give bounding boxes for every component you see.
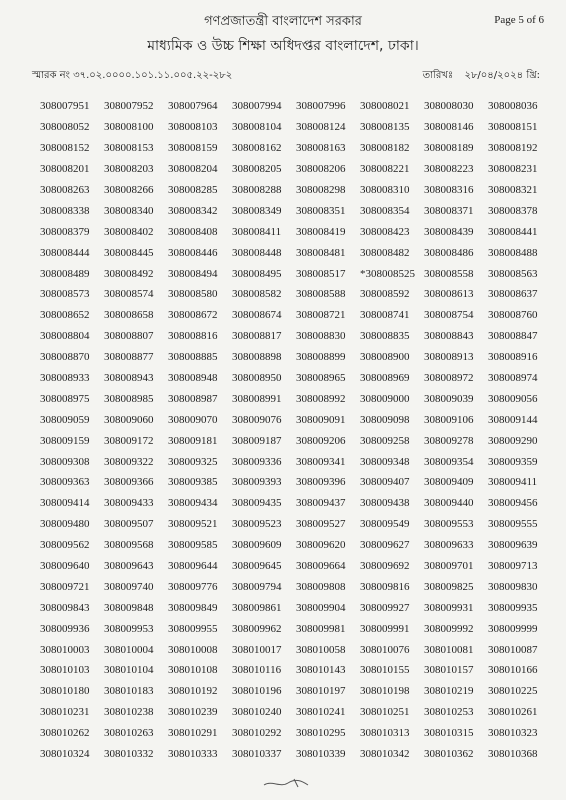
index-number-cell: 308008030 xyxy=(424,100,474,113)
table-row xyxy=(40,535,552,556)
index-number-cell: 308009411 xyxy=(488,476,538,489)
index-number-cell: 308010262 xyxy=(40,727,90,740)
index-number-cell: 308009393 xyxy=(232,476,282,489)
index-number-cell: 308010238 xyxy=(104,706,154,719)
index-number-cell: 308008153 xyxy=(104,142,154,155)
index-number-cell: 308009830 xyxy=(488,580,538,593)
index-number-cell: 308009363 xyxy=(40,476,90,489)
index-number-cell: 308010103 xyxy=(40,664,90,677)
index-number-cell: 308009740 xyxy=(104,580,154,593)
index-number-cell: 308008221 xyxy=(360,163,410,176)
index-number-cell: 308008573 xyxy=(40,288,90,301)
index-number-cell: 308010251 xyxy=(360,706,410,719)
index-number-cell: 308008206 xyxy=(296,163,346,176)
index-number-cell: 308009721 xyxy=(40,580,90,593)
index-number-cell: 308008163 xyxy=(296,142,346,155)
index-number-cell: 308008588 xyxy=(296,288,346,301)
index-number-cell: 308008913 xyxy=(424,351,474,364)
table-row xyxy=(40,681,552,702)
index-number-cell: 308009645 xyxy=(232,560,282,573)
memo-date-block xyxy=(423,68,540,85)
index-number-cell: 308008741 xyxy=(360,309,410,322)
index-number-cell: 308009456 xyxy=(488,497,538,510)
index-number-cell: 308010180 xyxy=(40,685,90,698)
index-number-cell: 308008974 xyxy=(488,372,538,385)
index-number-cell: 308008316 xyxy=(424,184,474,196)
index-number-cell: 308009849 xyxy=(168,601,218,614)
table-row xyxy=(40,221,552,242)
index-number-cell: 308008574 xyxy=(104,288,154,301)
index-number-cell: 308010008 xyxy=(168,643,218,656)
index-number-cell: 308007994 xyxy=(232,100,282,113)
index-number-cell: 308009627 xyxy=(360,539,410,552)
index-number-cell: 308008446 xyxy=(168,246,218,259)
index-number-cell: 308010116 xyxy=(232,664,282,677)
index-number-cell: 308008354 xyxy=(360,204,410,217)
index-number-cell: 308008580 xyxy=(168,288,218,301)
index-number-cell: 308007951 xyxy=(40,100,90,113)
index-number-cell: 308008103 xyxy=(168,121,218,134)
index-number-cell: 308008563 xyxy=(488,267,538,280)
index-number-cell: 308008100 xyxy=(104,121,154,134)
index-number-cell: 308009480 xyxy=(40,518,90,531)
table-row xyxy=(40,702,552,723)
index-number-cell: 308008948 xyxy=(168,372,218,385)
index-number-cell: 308009278 xyxy=(424,434,474,447)
table-row xyxy=(40,660,552,681)
table-row xyxy=(40,180,552,201)
table-row xyxy=(40,430,552,451)
index-number-cell: 308008933 xyxy=(40,372,90,385)
index-number-cell: 308010108 xyxy=(168,664,218,677)
index-number-cell: 308008517 xyxy=(296,267,346,280)
index-number-cell: 308010332 xyxy=(104,748,154,761)
index-number-cell: 308010219 xyxy=(424,685,474,698)
index-number-cell: 308009434 xyxy=(168,497,218,510)
index-number-cell: 308008439 xyxy=(424,225,474,238)
index-number-cell: 308008592 xyxy=(360,288,410,301)
index-number-cell: 308008721 xyxy=(296,309,346,322)
index-number-cell: 308010339 xyxy=(296,748,346,761)
index-number-cell: 308008285 xyxy=(168,184,218,196)
index-number-cell: 308009999 xyxy=(488,622,538,635)
index-number-cell: 308008843 xyxy=(424,330,474,343)
index-number-cell: 308008146 xyxy=(424,121,474,134)
index-number-cell: 308008340 xyxy=(104,204,154,217)
index-number-cell: 308010225 xyxy=(488,685,538,698)
index-number-cell: 308008201 xyxy=(40,163,90,176)
index-number-cell: 308007996 xyxy=(296,100,346,113)
index-number-cell: 308010197 xyxy=(296,685,346,698)
index-number-cell: 308009440 xyxy=(424,497,474,510)
index-number-cell: 308009070 xyxy=(168,413,218,426)
index-number-cell: 308008658 xyxy=(104,309,154,322)
index-number-cell: 308009414 xyxy=(40,497,90,510)
index-number-cell: 308008310 xyxy=(360,184,410,196)
index-number-cell: 308008943 xyxy=(104,372,154,385)
index-number-cell: 308010166 xyxy=(488,664,538,677)
index-number-cell: 308008847 xyxy=(488,330,538,343)
index-number-cell: 308008885 xyxy=(168,351,218,364)
index-number-cell: 308010003 xyxy=(40,643,90,656)
index-number-cell: 308009438 xyxy=(360,497,410,510)
index-number-cell: 308008351 xyxy=(296,204,346,217)
index-number-cell: 308008021 xyxy=(360,100,410,113)
index-number-cell: 308009159 xyxy=(40,434,90,447)
index-number-cell: 308010253 xyxy=(424,706,474,719)
index-number-cell: 308008052 xyxy=(40,121,90,134)
index-number-cell: 308008159 xyxy=(168,142,218,155)
index-number-cell: 308008411 xyxy=(232,225,282,238)
index-number-cell: 308008203 xyxy=(104,163,154,176)
index-number-cell: 308008972 xyxy=(424,372,474,385)
table-row xyxy=(40,639,552,660)
index-number-cell: 308010058 xyxy=(296,643,346,656)
table-row xyxy=(40,556,552,577)
signature-mark xyxy=(262,776,322,790)
index-number-cell: 308009521 xyxy=(168,518,218,531)
index-number-cell: 308010076 xyxy=(360,643,410,656)
index-number-cell: 308010368 xyxy=(488,748,538,761)
index-number-cell: 308008991 xyxy=(232,392,282,405)
index-number-cell: 308008494 xyxy=(168,267,218,280)
index-number-cell: 308009435 xyxy=(232,497,282,510)
index-number-cell: 308008419 xyxy=(296,225,346,238)
index-number-cell: 308009039 xyxy=(424,392,474,405)
index-number-cell: 308008987 xyxy=(168,392,218,405)
index-number-cell: 308008266 xyxy=(104,184,154,196)
index-number-cell: 308008489 xyxy=(40,267,90,280)
index-number-cell: 308010155 xyxy=(360,664,410,677)
index-number-cell: 308010362 xyxy=(424,748,474,761)
index-number-cell: 308008652 xyxy=(40,309,90,322)
index-number-cell: 308008754 xyxy=(424,309,474,322)
index-number-cell: 308009433 xyxy=(104,497,154,510)
index-number-cell: 308008760 xyxy=(488,309,538,322)
index-number-cell: 308009206 xyxy=(296,434,346,447)
index-number-cell: 308010143 xyxy=(296,664,346,677)
table-row xyxy=(40,96,552,117)
table-row xyxy=(40,305,552,326)
index-number-cell: 308009955 xyxy=(168,622,218,635)
index-number-cell: 308009639 xyxy=(488,539,538,552)
table-row xyxy=(40,472,552,493)
index-number-cell: 308008338 xyxy=(40,204,90,217)
index-number-cell: 308008444 xyxy=(40,246,90,259)
index-number-cell: 308010324 xyxy=(40,748,90,761)
index-number-cell: 308008135 xyxy=(360,121,410,134)
index-number-cell: *308008525 xyxy=(360,267,415,280)
date-label: তারিখঃ xyxy=(422,70,454,81)
index-number-cell: 308008448 xyxy=(232,246,282,259)
index-number-cell: 308008950 xyxy=(232,372,282,385)
index-number-cell: 308008481 xyxy=(296,246,346,259)
index-number-cell: 308009322 xyxy=(104,455,154,468)
govt-title: গণপ্রজাতন্ত্রী বাংলাদেশ সরকার xyxy=(204,14,362,29)
table-row xyxy=(40,117,552,138)
index-number-cell: 308009794 xyxy=(232,580,282,593)
index-number-cell: 308008898 xyxy=(232,351,282,364)
index-number-cell: 308009640 xyxy=(40,560,90,573)
memo-number: স্মারক নং ৩৭.০২.০০০০.১০১.১১.০০৫.২২-২৮২ xyxy=(32,70,233,81)
index-number-cell: 308008495 xyxy=(232,267,282,280)
index-number-cell: 308010081 xyxy=(424,643,474,656)
index-number-cell: 308009843 xyxy=(40,601,90,614)
index-number-cell: 308009555 xyxy=(488,518,538,531)
index-number-cell: 308008637 xyxy=(488,288,538,301)
table-row xyxy=(40,388,552,409)
index-number-cell: 308009172 xyxy=(104,434,154,447)
index-number-cell: 308010157 xyxy=(424,664,474,677)
index-number-cell: 308009620 xyxy=(296,539,346,552)
index-number-cell: 308008992 xyxy=(296,392,346,405)
index-number-cell: 308009060 xyxy=(104,413,154,426)
index-number-cell: 308010239 xyxy=(168,706,218,719)
table-row xyxy=(40,451,552,472)
index-number-cell: 308008492 xyxy=(104,267,154,280)
table-row xyxy=(40,263,552,284)
index-number-cell: 308010104 xyxy=(104,664,154,677)
index-number-cell: 308010087 xyxy=(488,643,538,656)
index-number-cell: 308008192 xyxy=(488,142,538,155)
index-number-cell: 308008482 xyxy=(360,246,410,259)
index-number-cell: 308009816 xyxy=(360,580,410,593)
index-number-cell: 308009000 xyxy=(360,392,410,405)
index-number-cell: 308009385 xyxy=(168,476,218,489)
index-number-cell: 308010263 xyxy=(104,727,154,740)
index-number-cell: 308009507 xyxy=(104,518,154,531)
index-number-cell: 308008582 xyxy=(232,288,282,301)
table-row xyxy=(40,744,552,765)
index-number-cell: 308009664 xyxy=(296,560,346,573)
index-number-cell: 308009325 xyxy=(168,455,218,468)
index-number-cell: 308009396 xyxy=(296,476,346,489)
index-number-cell: 308010291 xyxy=(168,727,218,740)
index-number-cell: 308009308 xyxy=(40,455,90,468)
index-number-cell: 308009359 xyxy=(488,455,538,468)
index-number-cell: 308008985 xyxy=(104,392,154,405)
index-number-cell: 308008877 xyxy=(104,351,154,364)
index-number-cell: 308007952 xyxy=(104,100,154,113)
index-number-cell: 308009825 xyxy=(424,580,474,593)
index-number-cell: 308008231 xyxy=(488,163,538,176)
index-number-cell: 308010004 xyxy=(104,643,154,656)
index-number-cell: 308009936 xyxy=(40,622,90,635)
index-number-cell: 308008441 xyxy=(488,225,538,238)
index-number-cell: 308009992 xyxy=(424,622,474,635)
index-number-cell: 308009527 xyxy=(296,518,346,531)
index-number-cell: 308008189 xyxy=(424,142,474,155)
page-number: Page 5 of 6 xyxy=(494,14,544,26)
index-number-cell: 308008349 xyxy=(232,204,282,217)
index-number-cell: 308010313 xyxy=(360,727,410,740)
index-number-cell: 308009056 xyxy=(488,392,538,405)
index-number-cell: 308008804 xyxy=(40,330,90,343)
index-number-cell: 308009341 xyxy=(296,455,346,468)
table-row xyxy=(40,493,552,514)
index-number-cell: 308008899 xyxy=(296,351,346,364)
index-number-cell: 308009407 xyxy=(360,476,410,489)
index-number-cell: 308008965 xyxy=(296,372,346,385)
index-number-cell: 308007964 xyxy=(168,100,218,113)
index-number-cell: 308009568 xyxy=(104,539,154,552)
table-row xyxy=(40,514,552,535)
index-number-cell: 308009354 xyxy=(424,455,474,468)
index-number-cell: 308008298 xyxy=(296,184,346,196)
index-number-cell: 308009808 xyxy=(296,580,346,593)
index-number-cell: 308008204 xyxy=(168,163,218,176)
index-number-cell: 308008408 xyxy=(168,225,218,238)
index-number-cell: 308009609 xyxy=(232,539,282,552)
index-number-cell: 308009348 xyxy=(360,455,410,468)
index-number-cell: 308008613 xyxy=(424,288,474,301)
index-number-cell: 308010342 xyxy=(360,748,410,761)
index-number-cell: 308010198 xyxy=(360,685,410,698)
index-number-cell: 308009904 xyxy=(296,601,346,614)
table-row xyxy=(40,368,552,389)
index-number-cell: 308009981 xyxy=(296,622,346,635)
index-number-cell: 308009098 xyxy=(360,413,410,426)
index-number-cell: 308009336 xyxy=(232,455,282,468)
index-number-cell: 308010017 xyxy=(232,643,282,656)
index-number-cell: 308008379 xyxy=(40,225,90,238)
index-number-cell: 308009091 xyxy=(296,413,346,426)
index-number-cell: 308008975 xyxy=(40,392,90,405)
index-number-cell: 308009643 xyxy=(104,560,154,573)
index-number-cell: 308008378 xyxy=(488,204,538,217)
table-row xyxy=(40,576,552,597)
index-number-cell: 308008807 xyxy=(104,330,154,343)
index-number-cell: 308008402 xyxy=(104,225,154,238)
index-number-cell: 308008371 xyxy=(424,204,474,217)
table-row xyxy=(40,723,552,744)
index-number-cell: 308008223 xyxy=(424,163,474,176)
index-number-cell: 308008423 xyxy=(360,225,410,238)
index-number-cell: 308008288 xyxy=(232,184,282,196)
index-number-cell: 308009059 xyxy=(40,413,90,426)
index-number-cell: 308010183 xyxy=(104,685,154,698)
index-number-cell: 308008969 xyxy=(360,372,410,385)
index-number-cell: 308010240 xyxy=(232,706,282,719)
index-number-cell: 308009644 xyxy=(168,560,218,573)
index-number-cell: 308009776 xyxy=(168,580,218,593)
index-number-cell: 308009409 xyxy=(424,476,474,489)
index-number-cell: 308009931 xyxy=(424,601,474,614)
directorate-title: মাধ্যমিক ও উচ্চ শিক্ষা অধিদপ্তর বাংলাদেশ, ঢাকা। xyxy=(147,38,419,54)
index-number-cell: 308009106 xyxy=(424,413,474,426)
index-number-cell: 308010295 xyxy=(296,727,346,740)
index-number-cell: 308010333 xyxy=(168,748,218,761)
index-number-cell: 308009549 xyxy=(360,518,410,531)
index-number-cell: 308008835 xyxy=(360,330,410,343)
date-value: ২৮/০৪/২০২৪ খ্রি: xyxy=(464,70,540,81)
index-number-cell: 308009692 xyxy=(360,560,410,573)
table-row xyxy=(40,618,552,639)
index-number-cell: 308010323 xyxy=(488,727,538,740)
index-number-cell: 308010292 xyxy=(232,727,282,740)
index-number-cell: 308009935 xyxy=(488,601,538,614)
index-number-cell: 308010315 xyxy=(424,727,474,740)
index-number-cell: 308008672 xyxy=(168,309,218,322)
index-number-cell: 308008104 xyxy=(232,121,282,134)
index-number-cell: 308009701 xyxy=(424,560,474,573)
index-number-cell: 308010192 xyxy=(168,685,218,698)
index-number-cell: 308008870 xyxy=(40,351,90,364)
table-row xyxy=(40,242,552,263)
index-number-cell: 308008830 xyxy=(296,330,346,343)
index-number-cell: 308009633 xyxy=(424,539,474,552)
index-number-cell: 308010196 xyxy=(232,685,282,698)
index-number-cell: 308008916 xyxy=(488,351,538,364)
index-number-cell: 308008152 xyxy=(40,142,90,155)
index-number-cell: 308009553 xyxy=(424,518,474,531)
table-row xyxy=(40,159,552,180)
index-number-cell: 308009962 xyxy=(232,622,282,635)
table-row xyxy=(40,347,552,368)
index-number-cell: 308008151 xyxy=(488,121,538,134)
index-number-cell: 308009585 xyxy=(168,539,218,552)
index-number-cell: 308009861 xyxy=(232,601,282,614)
index-number-cell: 308010241 xyxy=(296,706,346,719)
index-number-cell: 308008036 xyxy=(488,100,538,113)
index-number-cell: 308009562 xyxy=(40,539,90,552)
index-number-cell: 308010261 xyxy=(488,706,538,719)
index-number-cell: 308008488 xyxy=(488,246,538,259)
index-number-cell: 308009953 xyxy=(104,622,154,635)
index-number-cell: 308009991 xyxy=(360,622,410,635)
index-number-cell: 308008445 xyxy=(104,246,154,259)
index-number-cell: 308008205 xyxy=(232,163,282,176)
index-number-cell: 308010337 xyxy=(232,748,282,761)
index-number-cell: 308010231 xyxy=(40,706,90,719)
index-number-cell: 308008900 xyxy=(360,351,410,364)
table-row xyxy=(40,326,552,347)
index-number-cell: 308009144 xyxy=(488,413,538,426)
index-number-cell: 308008342 xyxy=(168,204,218,217)
index-number-cell: 308008124 xyxy=(296,121,346,134)
index-number-cell: 308008558 xyxy=(424,267,474,280)
index-number-cell: 308009258 xyxy=(360,434,410,447)
index-number-cell: 308009181 xyxy=(168,434,218,447)
index-number-cell: 308008321 xyxy=(488,184,538,196)
index-number-cell: 308009848 xyxy=(104,601,154,614)
index-number-cell: 308008182 xyxy=(360,142,410,155)
index-number-cell: 308009290 xyxy=(488,434,538,447)
index-number-cell: 308009713 xyxy=(488,560,538,573)
index-number-cell: 308009366 xyxy=(104,476,154,489)
index-number-cell: 308008162 xyxy=(232,142,282,155)
index-number-cell: 308008816 xyxy=(168,330,218,343)
index-number-cell: 308009437 xyxy=(296,497,346,510)
index-number-cell: 308009076 xyxy=(232,413,282,426)
index-number-cell: 308008674 xyxy=(232,309,282,322)
index-number-cell: 308008486 xyxy=(424,246,474,259)
index-number-cell: 308009187 xyxy=(232,434,282,447)
table-row xyxy=(40,200,552,221)
table-row xyxy=(40,138,552,159)
index-number-cell: 308008817 xyxy=(232,330,282,343)
index-number-cell: 308009927 xyxy=(360,601,410,614)
index-number-cell: 308008263 xyxy=(40,184,90,196)
index-number-cell: 308009523 xyxy=(232,518,282,531)
table-row xyxy=(40,409,552,430)
index-number-table xyxy=(40,96,552,765)
table-row xyxy=(40,597,552,618)
table-row xyxy=(40,284,552,305)
